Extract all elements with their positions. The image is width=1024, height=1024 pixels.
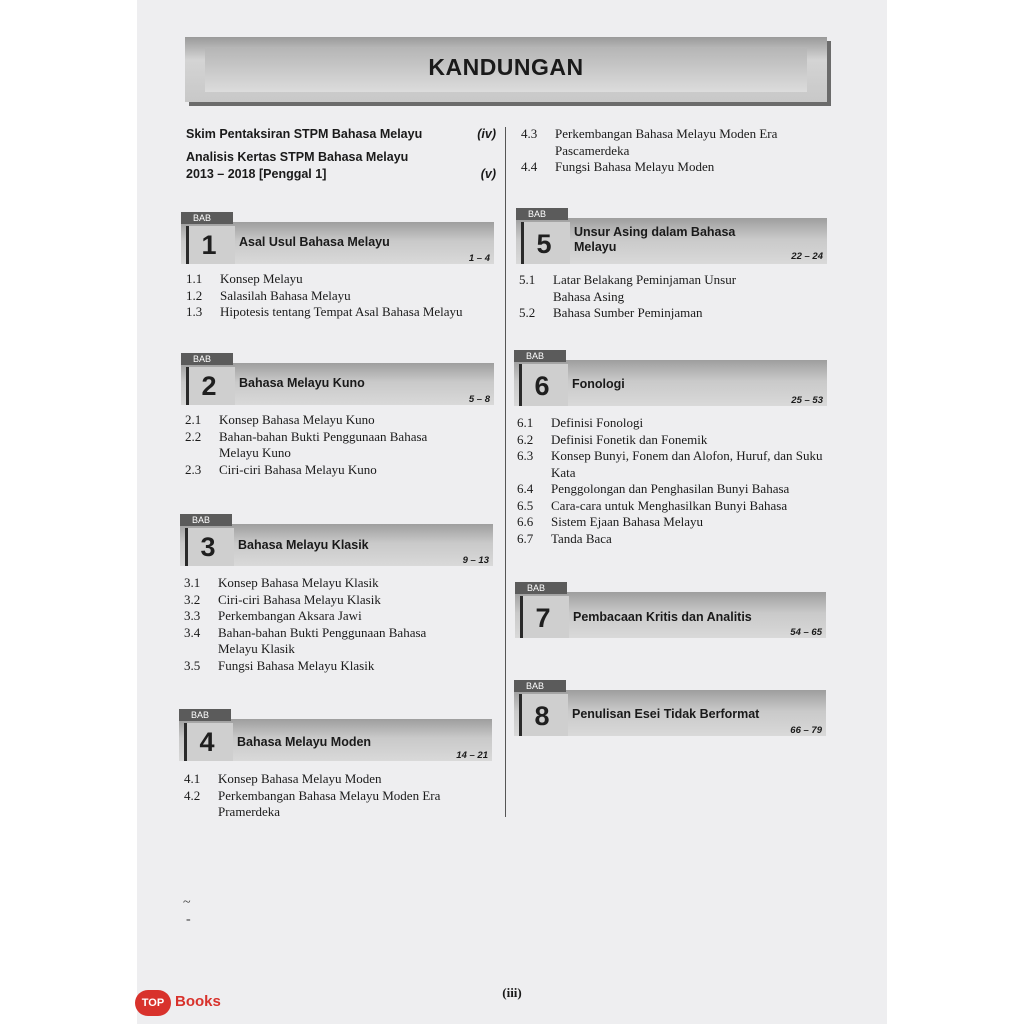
chapter-title: Bahasa Melayu Kuno	[239, 376, 365, 390]
page-range: 14 – 21	[456, 750, 488, 761]
bab-label: BAB	[515, 582, 567, 594]
chapter-header-8	[514, 680, 826, 736]
chapter-1-items	[186, 271, 496, 321]
toc-item: 4.3 Perkembangan Bahasa Melayu Moden Era Pascamerdeka	[521, 126, 778, 158]
page-number: (iii)	[502, 985, 522, 1000]
toc-item: 6.7 Tanda Baca	[517, 530, 612, 546]
toc-item: 4.4 Fungsi Bahasa Melayu Moden	[521, 159, 715, 174]
toc-item: 6.1 Definisi Fonologi	[517, 415, 644, 430]
toc-item: 6.2 Definisi Fonetik dan Fonemik	[517, 431, 708, 447]
toc-item: 1.3 Hipotesis tentang Tempat Asal Bahasa Melayu	[186, 304, 463, 319]
page-range: 5 – 8	[468, 394, 490, 405]
mark-glyph: -	[186, 912, 191, 927]
toc-item: 6.4 Penggolongan dan Penghasilan Bunyi Bahasa	[517, 481, 790, 496]
topbooks-logo	[135, 990, 233, 1016]
toc-item: 2.1 Konsep Bahasa Melayu Kuno	[185, 412, 375, 427]
chapter-3-items	[184, 575, 459, 674]
logo-word: Books	[175, 993, 221, 1010]
toc-item: 3.5 Fungsi Bahasa Melayu Klasik	[184, 657, 375, 673]
toc-item: 1.1 Konsep Melayu	[186, 271, 303, 286]
chapter-header-6	[514, 350, 827, 406]
bab-label: BAB	[181, 212, 233, 224]
page-range: 22 – 24	[791, 251, 823, 262]
toc-item: 6.6 Sistem Ejaan Bahasa Melayu	[517, 514, 703, 529]
page-range: 54 – 65	[790, 627, 822, 638]
toc-item: 1.2 Salasilah Bahasa Melayu	[186, 287, 351, 303]
title-banner	[185, 37, 827, 102]
intro-page: (iv)	[477, 127, 496, 141]
column-divider	[505, 127, 506, 817]
bab-label: BAB	[514, 350, 566, 362]
bab-label: BAB	[516, 208, 568, 220]
logo-badge: TOP	[135, 990, 171, 1016]
toc-item: 5.1 Latar Belakang Peminjaman Unsur Bahasa Asing	[519, 272, 737, 304]
bab-label: BAB	[181, 353, 233, 365]
page-range: 25 – 53	[791, 395, 823, 406]
chapter-number: 5	[536, 229, 552, 259]
intro-text: Analisis Kertas STPM Bahasa Melayu 2013 – 2018 [Penggal 1]	[186, 150, 409, 181]
page-range: 1 – 4	[468, 253, 490, 264]
toc-item: 3.3 Perkembangan Aksara Jawi	[184, 608, 362, 623]
bab-label: BAB	[179, 709, 231, 721]
chapter-title: Asal Usul Bahasa Melayu	[239, 235, 390, 249]
toc-item: 3.1 Konsep Bahasa Melayu Klasik	[184, 575, 379, 590]
page-range: 66 – 79	[790, 725, 822, 736]
chapter-title: Unsur Asing dalam Bahasa Melayu	[574, 225, 736, 254]
toc-item: 6.5 Cara-cara untuk Menghasilkan Bunyi Bahasa	[517, 497, 788, 513]
toc-item: 3.2 Ciri-ciri Bahasa Melayu Klasik	[184, 591, 381, 607]
chapter-5-items	[519, 272, 769, 322]
bab-label: BAB	[180, 514, 232, 526]
chapter-4-items-continued	[521, 126, 811, 176]
chapter-number: 1	[201, 230, 217, 260]
chapter-header-3	[180, 514, 493, 564]
chapter-title: Bahasa Melayu Moden	[237, 735, 372, 749]
mark-glyph: ~	[183, 895, 191, 910]
intro-item-analisis	[186, 149, 496, 183]
chapter-header-7	[515, 582, 826, 638]
chapter-title: Penulisan Esei Tidak Berformat	[572, 707, 760, 721]
intro-page: (v)	[480, 167, 496, 181]
page-title: KANDUNGAN	[428, 54, 584, 80]
chapter-number: 6	[534, 371, 550, 401]
chapter-number: 3	[200, 532, 216, 562]
chapter-number: 7	[535, 603, 551, 633]
chapter-header-2	[181, 353, 494, 403]
chapter-4-items	[184, 771, 474, 821]
chapter-header-1	[181, 212, 494, 262]
chapter-number: 8	[534, 701, 550, 731]
toc-item: 4.1 Konsep Bahasa Melayu Moden	[184, 771, 382, 786]
chapter-title: Fonologi	[572, 377, 625, 391]
toc-item: 6.3 Konsep Bunyi, Fonem dan Alofon, Huruf, dan Suku Kata	[517, 448, 823, 480]
chapter-title: Bahasa Melayu Klasik	[238, 538, 369, 552]
chapter-header-5	[516, 208, 827, 262]
chapter-number: 4	[199, 727, 215, 757]
chapter-title: Pembacaan Kritis dan Analitis	[573, 610, 752, 624]
chapter-2-items	[185, 412, 460, 478]
toc-item: 5.2 Bahasa Sumber Peminjaman	[519, 305, 703, 320]
chapter-header-4	[179, 709, 492, 759]
page-range: 9 – 13	[462, 555, 489, 566]
toc-item: 2.3 Ciri-ciri Bahasa Melayu Kuno	[185, 461, 377, 477]
toc-item: 2.2 Bahan-bahan Bukti Penggunaan Bahasa Melayu Kuno	[185, 428, 428, 460]
intro-text: Skim Pentaksiran STPM Bahasa Melayu	[186, 127, 423, 141]
bab-label: BAB	[514, 680, 566, 692]
toc-item: 4.2 Perkembangan Bahasa Melayu Moden Era Pramerdeka	[184, 787, 441, 819]
chapter-number: 2	[201, 371, 217, 401]
toc-item: 3.4 Bahan-bahan Bukti Penggunaan Bahasa Melayu Klasik	[184, 624, 427, 656]
intro-item-skim	[186, 126, 496, 143]
chapter-6-items	[517, 415, 825, 547]
